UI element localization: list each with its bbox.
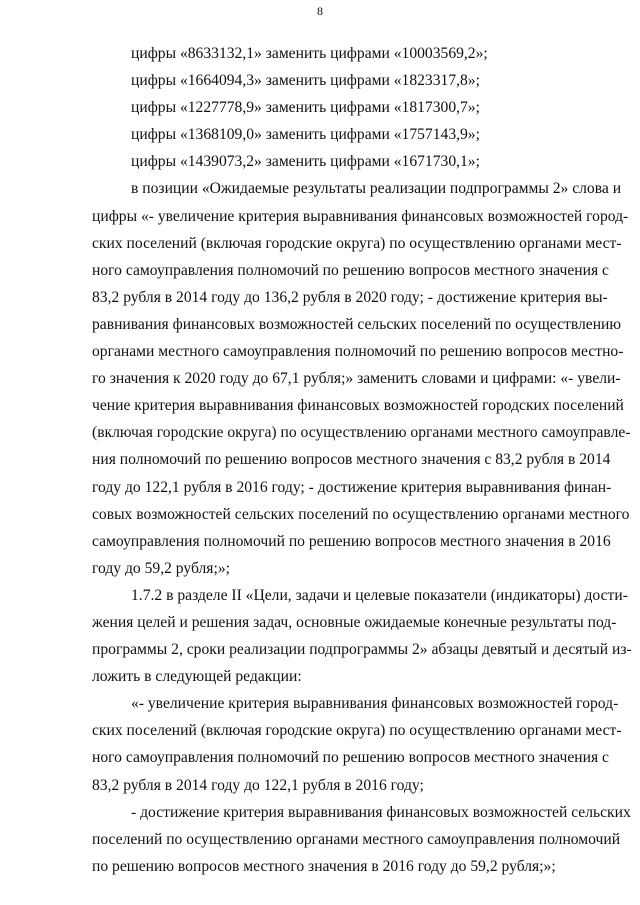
text-line: го значения к 2020 году до 67,1 рубля;» заменить словами и цифрами: «- увели- [92,370,621,388]
paragraph-expected-results [92,175,631,581]
paragraph-quote-rural [92,799,631,880]
text-line: году до 122,1 рубля в 2016 году; - достижение критерия выравнивания финан- [92,478,612,496]
text-line: ложить в следующей редакции: [92,668,302,686]
text-line: - достижение критерия выравнивания финансовых возможностей сельских [131,803,631,821]
text-line: равнивания финансовых возможностей сельских поселений по осуществлению [92,315,622,333]
text-line: программы 2, сроки реализации подпрограммы 2» абзацы девятый и десятый из- [92,641,632,659]
text-line: ного самоуправления полномочий по решению вопросов местного значения с [92,749,609,767]
text-line: ния полномочий по решению вопросов местного значения с 83,2 рубля в 2014 [92,451,611,469]
text-line: 1.7.2 в разделе II «Цели, задачи и целевые показатели (индикаторы) дости- [131,586,628,604]
text-line: 83,2 рубля в 2014 году до 136,2 рубля в 2020 году; - достижение критерия вы- [92,288,608,306]
text-line: «- увеличение критерия выравнивания финансовых возможностей город- [131,695,619,713]
text-line: в позиции «Ожидаемые результаты реализации подпрограммы 2» слова и [131,180,622,198]
text-line: жения целей и решения задач, основные ожидаемые конечные результаты под- [92,613,617,631]
text-line: чение критерия выравнивания финансовых возможностей городских поселений [92,397,624,415]
text-line: органами местного самоуправления полномочий по решению вопросов местно- [92,343,624,361]
text-line: поселений по осуществлению органами местного самоуправления полномочий [92,830,621,848]
replacement-line: цифры «1664094,3» заменить цифрами «1823317,8»; [131,72,480,90]
text-line: совых возможностей сельских поселений по осуществлению органами местного [92,505,630,523]
text-line: по решению вопросов местного значения в 2016 году до 59,2 рубля;»; [92,857,556,875]
paragraph-quote-urban [92,690,622,798]
replacement-line: цифры «1368109,0» заменить цифрами «1757143,9»; [131,126,480,144]
text-line: году до 59,2 рубля;»; [92,559,230,577]
text-line: ских поселений (включая городские округа) по осуществлению органами мест- [92,722,622,740]
replacement-list [92,40,593,175]
paragraph-section-1-7-2 [92,582,632,690]
document-body [92,40,632,880]
page-number: 8 [317,4,323,18]
replacement-line: цифры «1227778,9» заменить цифрами «1817300,7»; [131,99,480,117]
replacement-line: цифры «8633132,1» заменить цифрами «10003569,2»; [131,45,488,62]
text-line: самоуправления полномочий по решению вопросов местного значения в 2016 [92,532,611,550]
text-line: ских поселений (включая городские округа) по осуществлению органами мест- [92,234,622,252]
text-line: цифры «- увеличение критерия выравнивания финансовых возможностей город- [92,207,629,225]
text-line: (включая городские округа) по осуществлению органами местного самоуправле- [92,424,631,442]
text-line: 83,2 рубля в 2014 году до 122,1 рубля в 2016 году; [92,776,424,794]
text-line: ного самоуправления полномочий по решению вопросов местного значения с [92,261,609,279]
replacement-line: цифры «1439073,2» заменить цифрами «1671730,1»; [131,153,480,171]
